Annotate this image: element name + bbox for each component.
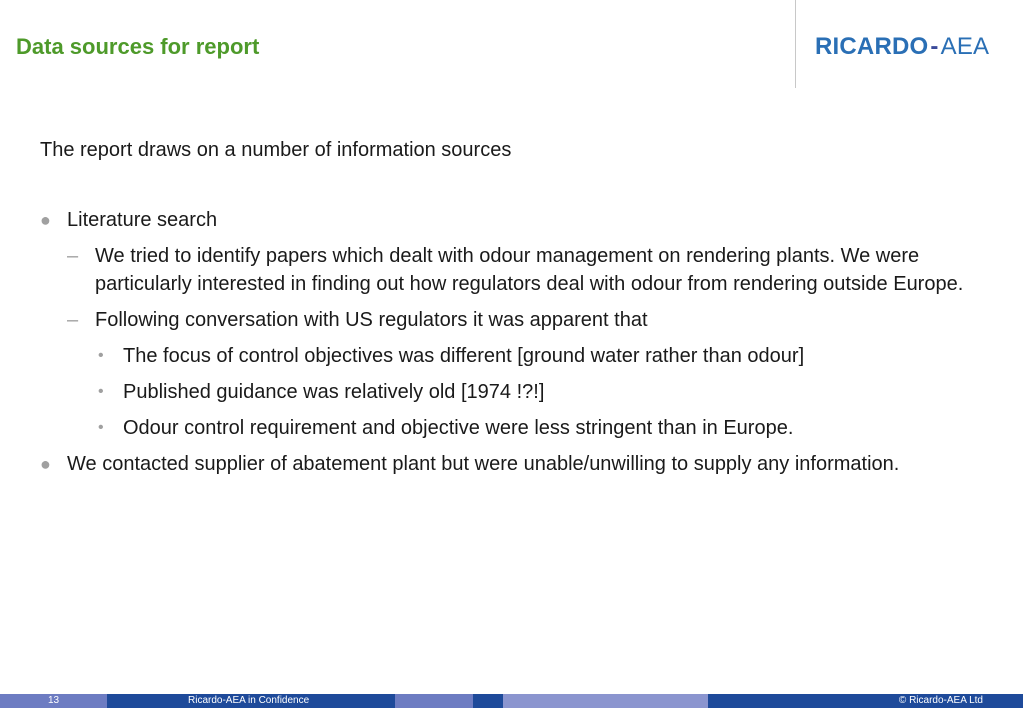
bullet-dash-icon: –	[67, 309, 79, 331]
list-item-text: The focus of control objectives was different [ground water rather than odour]	[123, 345, 805, 367]
list-item-text: We contacted supplier of abatement plant but were unable/unwilling to supply any information.	[67, 453, 900, 475]
list-item-text: We tried to identify papers which dealt with odour management on rendering plants. We were particularly interested in finding out how regulators deal with odour from rendering outside Europe.	[95, 245, 964, 295]
bullet-dot-icon: ●	[40, 454, 51, 474]
list-item-text: Literature search	[67, 209, 218, 231]
list-item	[0, 206, 1000, 234]
footer-bar	[0, 694, 1023, 708]
bullet-small-dot-icon: •	[98, 347, 104, 364]
ricardo-aea-logo	[815, 33, 989, 61]
footer-segment	[503, 694, 708, 708]
bullet-dot-icon: ●	[40, 210, 51, 230]
bullet-small-dot-icon: •	[98, 419, 104, 436]
intro-text: The report draws on a number of information sources	[40, 139, 512, 161]
list-item	[0, 378, 1000, 406]
confidentiality-label: Ricardo-AEA in Confidence	[188, 695, 310, 706]
logo-text-ricardo: RICARDO	[815, 33, 929, 60]
list-item	[0, 342, 1000, 370]
list-item	[0, 306, 1000, 334]
list-item	[0, 414, 1000, 442]
list-item	[0, 242, 1000, 298]
header-divider	[795, 0, 796, 88]
list-item	[0, 450, 1000, 478]
slide-title: Data sources for report	[16, 34, 260, 59]
list-item-text: Following conversation with US regulators it was apparent that	[95, 309, 648, 331]
bullet-small-dot-icon: •	[98, 383, 104, 400]
list-item-text: Published guidance was relatively old [1974 !?!]	[123, 381, 545, 403]
logo-text-aea: AEA	[940, 33, 990, 60]
page-number: 13	[48, 695, 60, 706]
bullet-list	[0, 206, 1000, 486]
logo-separator: -	[930, 33, 939, 60]
list-item-text: Odour control requirement and objective were less stringent than in Europe.	[123, 417, 794, 439]
footer-segment	[395, 694, 473, 708]
copyright-label: © Ricardo-AEA Ltd	[898, 695, 983, 706]
bullet-dash-icon: –	[67, 245, 79, 267]
